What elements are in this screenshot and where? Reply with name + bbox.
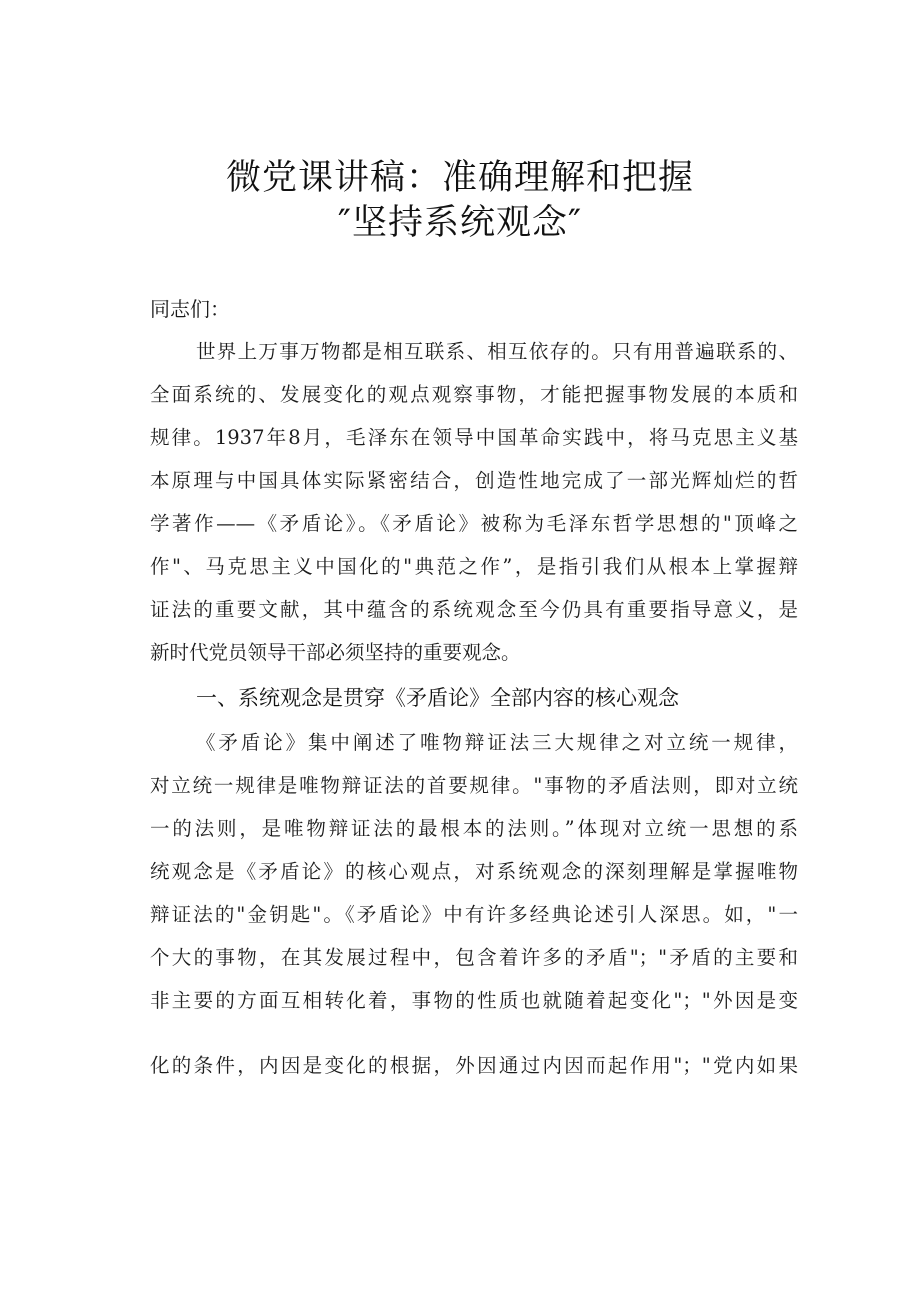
paragraph-2-line-2: 对立统一规律是唯物辩证法的首要规律。"事物的矛盾法则，即对立统 — [150, 774, 798, 797]
paragraph-1-line-5: 学著作——《矛盾论》。《矛盾论》被称为毛泽东哲学思想的"顶峰之 — [150, 512, 798, 535]
paragraph-2-line-6: 个大的事物，在其发展过程中，包含着许多的矛盾"；"矛盾的主要和 — [150, 946, 798, 969]
paragraph-2-line-8: 化的条件，内因是变化的根据，外因通过内因而起作用"；"党内如果 — [150, 1054, 798, 1077]
section-1-heading: 一、系统观念是贯穿《矛盾论》全部内容的核心观念 — [196, 686, 679, 710]
paragraph-1-line-3: 规律。1937年8月，毛泽东在领导中国革命实践中，将马克思主义基 — [150, 426, 798, 449]
paragraph-1-line-2: 全面系统的、发展变化的观点观察事物，才能把握事物发展的本质和 — [150, 383, 798, 406]
paragraph-1-line-7: 证法的重要文献，其中蕴含的系统观念至今仍具有重要指导意义，是 — [150, 598, 798, 621]
document-title-line-1: 微党课讲稿：准确理解和把握 — [225, 158, 694, 198]
document-title-line-2: ″坚持系统观念″ — [337, 203, 583, 243]
paragraph-2-line-4: 统观念是《矛盾论》的核心观点，对系统观念的深刻理解是掌握唯物 — [150, 860, 798, 883]
paragraph-1-line-1: 世界上万事万物都是相互联系、相互依存的。只有用普遍联系的、 — [196, 340, 798, 363]
paragraph-1-line-4: 本原理与中国具体实际紧密结合，创造性地完成了一部光辉灿烂的哲 — [150, 469, 798, 492]
paragraph-2-line-1: 《矛盾论》集中阐述了唯物辩证法三大规律之对立统一规律， — [196, 731, 798, 754]
paragraph-2-line-5: 辩证法的"金钥匙"。《矛盾论》中有许多经典论述引人深思。如，"一 — [150, 903, 798, 926]
paragraph-1-line-6: 作"、马克思主义中国化的"典范之作”，是指引我们从根本上掌握辩 — [150, 555, 798, 578]
paragraph-1-line-8: 新时代党员领导干部必须坚持的重要观念。 — [150, 641, 521, 664]
paragraph-2-line-7: 非主要的方面互相转化着，事物的性质也就随着起变化"；"外因是变 — [150, 989, 798, 1012]
paragraph-2-line-3: 一的法则，是唯物辩证法的最根本的法则。”体现对立统一思想的系 — [150, 817, 798, 840]
salutation: 同志们： — [150, 297, 230, 321]
